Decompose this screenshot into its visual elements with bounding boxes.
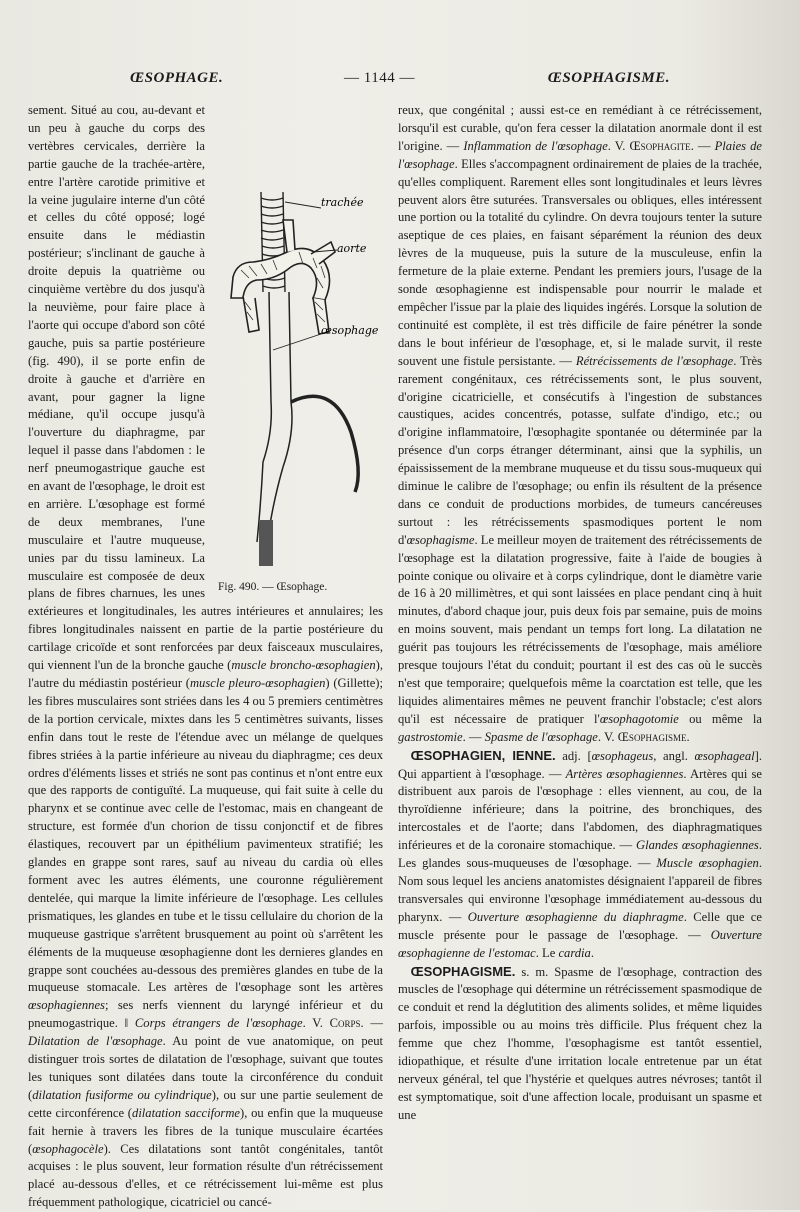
label-aorta: aorte bbox=[337, 242, 367, 255]
header-left-title: ŒSOPHAGE. bbox=[130, 70, 224, 86]
figure-490 bbox=[213, 102, 383, 597]
running-header bbox=[130, 70, 670, 94]
header-right-title: ŒSOPHAGISME. bbox=[547, 70, 670, 86]
oesophagus-illustration bbox=[213, 102, 383, 582]
entry-headword-oesophagisme: ŒSOPHAGISME. bbox=[410, 963, 516, 979]
oesophagien-entry: ŒSOPHAGIEN, IENNE. adj. [œsophageus, angl. œsophageal]. Qui appartient à l'œsophage. — Artères œsophagiennes. Artères qui se distribuent aux parois de l'œsophage : elles viennent, au cou, de la thyroïdienne inférieure; dans la poitrine, des bronchiques, des intercostales et de l'aorte; dans l'abdomen, des diaphragmatiques inférieures et de la coronaire stomachique. — Glandes œsophagiennes. Les glandes sous-muqueuses de l'œsophage. — Muscle œsophagien. Nom sous lequel les anciens anatomistes désignaient l'appareil de fibres transversales qui environne l'œsophage immédiatement au-dessous du pharynx. — Ouverture œsophagienne du diaphragme. Celle que ce muscle présente pour le passage de l'œsophage. — Ouverture œsophagienne de l'estomac. Le cardia. bbox=[398, 747, 763, 960]
entry-headword-oesophagien: ŒSOPHAGIEN, IENNE. bbox=[410, 747, 556, 763]
figure-caption: Fig. 490. — Œsophage. bbox=[218, 581, 328, 594]
left-column-text: sement. Situé au cou, au-devant et un peu à gauche du corps des vertèbres cervicales, derrière la partie gauche de la trachée-artère, entre l'artère carotide primitive et la veine jugulaire interne d'un côté et celles du côté opposé; logé ensuite dans le médiastin postérieur; s'inclinant de gauche à droite depuis la quatrième ou cinquième vertèbre du dos jusqu'à la neuvième, pour faire place à l'aorte qui occupe d'abord son côté gauche, puis sa partie postérieure (fig. 490), il se porte enfin de droite à gauche et d'arrière en avant, pour gagner la ligne médiane, qu'il occupe jusqu'à l'ouverture du diaphragme, par lequel il passe dans l'abdomen : le nerf pneumogastrique gauche est en avant de l'œsophage, le droit est en arrière. L'œsophage est formé de deux membranes, l'une musculaire et l'autre muqueuse, unies par du tissu lamineux. La musculaire est composée de deux plans de fibres charnues, les unes extérieures et longitudinales, les autres intérieures et annulaires; les fibres longitudinales naissent en partie de la partie postérieure du cartilage cricoïde et sont renforcées par deux faisceaux musculaires, qui viennent l'un de la bronche gauche (muscle broncho-œsophagien), l'autre du médiastin postérieur (muscle pleuro-œsophagien) (Gillette); les fibres musculaires sont striées dans les 4 ou 5 premiers centimètres de la portion cervicale, mixtes dans les 5 centimètres suivants, lisses enfin dans tout le reste de l'étendue avec un mélange de quelques fibres striées à la partie inférieure au niveau du diaphragme; ces deux ordres d'éléments lisses et striés ne sont pas continus et n'ont entre eux que des rapports de contiguïté. La muqueuse, qui fait suite à celle du pharynx et se continue avec celle de l'estomac, mais en changeant de structure, est formée d'un chorion de tissu conjonctif et de fibres élastiques, recouvert par un épithélium pavimenteux stratifié; les glandes en grappe sont rares, sauf au niveau du cardia où elles forment avec les autres éléments, une couronne régulièrement dentelée, qui marque la limite inférieure de l'œsophage. Les cellules prismatiques, les glandes en tube et le tissu cellulaire du chorion de la muqueuse gastrique s'arrêtent brusquement au point où s'arrêtent les éléments de la muqueuse œsophagienne dont les dernieres glandes en grappe sont couchées au-dessous des premières glandes en tube de la muqueuse stomacale. Les artères de l'œsophage sont les artères œsophagiennes; ses nerfs viennent du laryngé inférieur et du pneumogastrique. ‖ Corps étrangers de l'œsophage. V. Corps. — Dilatation de l'œsophage. Au point de vue anatomique, on peut distinguer trois sortes de dilatation de l'œsophage, suivant que toutes les tuniques sont dilatées dans toute la circonférence du conduit (dilatation fusiforme ou cylindrique), ou sur une partie seulement de cette circonférence (dilatation sacciforme), ou enfin que la muqueuse fait hernie à travers les fibres de la tunique musculaire écartées (œsophagocèle). Ces dilatations sont tantôt congénitales, tantôt acquises : le plus souvent, leur formation résulte d'un rétrécissement placé au-dessous d'elles, et ce rétrécissement lui-même est plus fréquemment pathologique, cicatriciel ou cancé- bbox=[28, 103, 384, 1210]
oesophage-entry-continuation: reux, que congénital ; aussi est-ce en remédiant à ce rétrécissement, lorsqu'il est curable, qu'on fera cesser la dilatation anormale dont il est l'origine. — Inflammation de l'œsophage. V. Œsophagite. — Plaies de l'œsophage. Elles s'accompagnent ordinairement de plaies de la trachée, qu'elles compliquent. Rarement elles sont longitudinales et leurs lèvres peuvent alors être suturées. Transversales ou obliques, elles intéressent une portion ou la totalité du cylindre. On devra toujours tenter la suture aseptique de ces plaies, en faisant séparément la réunion des deux lèvres de la muqueuse, puis la suture de la musculeuse, enfin la fermeture de la plaie externe. Pendant les premiers jours, l'usage de la sonde œsophagienne est indispensable pour nourrir le malade et empêcher l'issue par la plaie des liquides ingérés. Lorsque la solution de continuité est complète, il est très difficile de faire pénétrer la sonde dans le bout inférieur de l'œsophage, et, si le malade survit, il reste souvent une fistule persistante. — Rétrécissements de l'œsophage. Très rarement congénitaux, ces rétrécissements sont, le plus souvent, d'origine cicatricielle, et consécutifs à l'ingestion de substances caustiques, acides concentrés, potasse, sulfate d'indigo, etc.; ou d'origine inflammatoire, l'œsophagite spontanée ou déterminée par la présence d'un corps étranger déterminant, ainsi que la syphilis, un épaississement de la membrane muqueuse et du tissu sous-muqueux qui diminue le calibre de l'œsophage; ou enfin ils résultent de la présence dans ce conduit de productions morbides, de tumeurs cancéreuses surtout : les rétrécissements spasmodiques portent le nom d'œsophagisme. Le meilleur moyen de traitement des rétrécissements de l'œsophage est la dilatation progressive, faite à l'aide de bougies à pointe conique ou olivaire et à corps cylindrique, dont le diamètre varie de 16 à 20 millimètres, et qui sont laissées en place pendant cinq à huit minutes, d'abord chaque jour, puis deux fois par semaine, puis de moins en moins souvent, mais pendant un temps fort long. La dilatation ne guérit pas toujours les rétrécissements de l'œsophage, mais améliore presque toujours l'état du conduit; pourtant il est des cas où le succès n'est que temporaire; quelquefois même la coarctation est telle, que les liquides alimentaires mêmes ne peuvent franchir l'obstacle; c'est alors qu'il est nécessaire de pratiquer l'œsophagotomie ou même la gastrostomie. — Spasme de l'œsophage. V. Œsophagisme. bbox=[398, 103, 763, 744]
right-column bbox=[398, 102, 762, 1125]
oesophagisme-entry: ŒSOPHAGISME. s. m. Spasme de l'œsophage, contraction des muscles de l'œsophage qui détermine un rétrécissement spasmodique de ce conduit et rend la déglutition des aliments solides, et même liquides parfois, impossible ou au moins très difficile. Plus fréquent chez la femme que chez l'homme, l'œsophagisme est tantôt essentiel, idiopathique, et résulte d'une irritation locale entretenue par un état nerveux général, tel que l'hystérie et quelques autres névroses; tantôt il est symptomatique, soit d'une affection locale, produisant un spasme et une bbox=[398, 963, 762, 1122]
label-oesophagus: œsophage bbox=[321, 324, 379, 337]
stomach-stub bbox=[259, 520, 273, 566]
left-column bbox=[28, 102, 383, 1212]
label-trachea: trachée bbox=[321, 196, 364, 209]
page-number: — 1144 — bbox=[344, 70, 415, 86]
